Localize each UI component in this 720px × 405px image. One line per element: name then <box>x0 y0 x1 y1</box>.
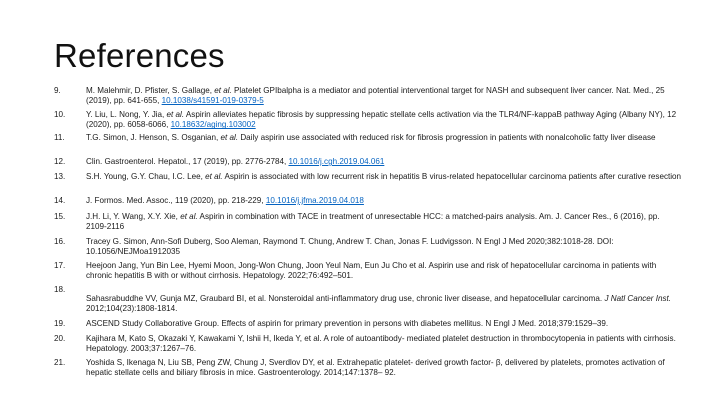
reference-text: M. Malehmir, D. Pfister, S. Gallage, et al. Platelet GPIbalpha is a mediator and potential interventional target for NASH and subsequent liver cancer. Nat. Med., 25 (2019), pp. 641-655, 10.1038/s41591-019-0379-5 <box>86 86 665 106</box>
reference-text: J. Formos. Med. Assoc., 119 (2020), pp. 218-229, 10.1016/j.jfma.2019.04.018 <box>86 196 364 205</box>
doi-link[interactable]: 10.1016/j.jfma.2019.04.018 <box>265 196 364 205</box>
doi-link[interactable]: 10.1038/s41591-019-0379-5 <box>161 96 264 106</box>
doi-link[interactable]: 10.1016/j.cgh.2019.04.061 <box>288 157 385 166</box>
reference-number: 20. <box>54 334 66 343</box>
doi-link[interactable]: 10.18632/aging.103002 <box>170 120 256 130</box>
reference-number: 12. <box>54 157 66 166</box>
reference-number: 18. <box>54 285 66 294</box>
reference-text: Y. Liu, L. Nong, Y. Jia, et al. Aspirin alleviates hepatic fibrosis by suppressing hepatic stellate cells activation via the TLR4/NF-kappaB pathway Aging (Albany NY), 12 (2020), pp. 6058-6066, 10.18632/aging.103002 <box>86 110 677 130</box>
reference-number: 10. <box>54 110 66 119</box>
reference-text: Heejoon Jang, Yun Bin Lee, Hyemi Moon, Jong-Won Chung, Joon Yeul Nam, Eun Ju Cho et al. Aspirin use and risk of hepatocellular carcinoma in patients with chronic hepatitis B with or without cirrhosis. Hepatology. 2022;76:492–501. <box>86 261 657 281</box>
reference-text: Sahasrabuddhe VV, Gunja MZ, Graubard BI, et al. Nonsteroidal anti-inflammatory drug use, chronic liver disease, and hepatocellular carcinoma. J Natl Cancer Inst. 2012;104(23):1808-1814. <box>86 294 672 314</box>
reference-text: Clin. Gastroenterol. Hepatol., 17 (2019), pp. 2776-2784, 10.1016/j.cgh.2019.04.061 <box>86 157 385 166</box>
reference-number: 21. <box>54 358 66 367</box>
reference-text: S.H. Young, G.Y. Chau, I.C. Lee, et al. Aspirin is associated with low recurrent risk in hepatitis B virus-related hepatocellular carcinoma patients after curative resection <box>86 172 682 181</box>
reference-text: Yoshida S, Ikenaga N, Liu SB, Peng ZW, Chung J, Sverdlov DY, et al. Extrahepatic platelet- derived growth factor- β, delivered by platelets, promotes activation of hepatic stellate cells and biliary fibrosis in mice. Gastroenterology. 2014;147:1378– 92. <box>86 358 665 378</box>
reference-number: 9. <box>54 86 61 95</box>
reference-text: T.G. Simon, J. Henson, S. Osganian, et al. Daily aspirin use associated with reduced risk for fibrosis progression in patients with nonalcoholic fatty liver disease <box>86 133 656 142</box>
reference-number: 11. <box>54 133 65 142</box>
reference-number: 13. <box>54 172 66 181</box>
reference-text: Kajihara M, Kato S, Okazaki Y, Kawakami Y, Ishii H, Ikeda Y, et al. A role of autoantibody- mediated platelet destruction in thrombocytopenia in patients with cirrhosis. Hepatology. 2003;37:1267–76. <box>86 334 676 354</box>
reference-text: J.H. Li, Y. Wang, X.Y. Xie, et al. Aspirin in combination with TACE in treatment of unresectable HCC: a matched-pairs analysis. Am. J. Cancer Res., 6 (2016), pp. 2109-2116 <box>86 212 660 232</box>
reference-number: 14. <box>54 196 66 205</box>
reference-text: ASCEND Study Collaborative Group. Effects of aspirin for primary prevention in persons with diabetes mellitus. N Engl J Med. 2018;379:1529–39. <box>86 319 609 328</box>
reference-text: Tracey G. Simon, Ann-Sofi Duberg, Soo Aleman, Raymond T. Chung, Andrew T. Chan, Jonas F. Ludvigsson. N Engl J Med 2020;382:1018-28. DOI: 10.1056/NEJMoa1912035 <box>86 237 614 257</box>
reference-number: 19. <box>54 319 66 328</box>
slide-title: References <box>54 37 225 74</box>
reference-number: 16. <box>54 237 66 246</box>
reference-number: 15. <box>54 212 66 221</box>
reference-number: 17. <box>54 261 66 270</box>
